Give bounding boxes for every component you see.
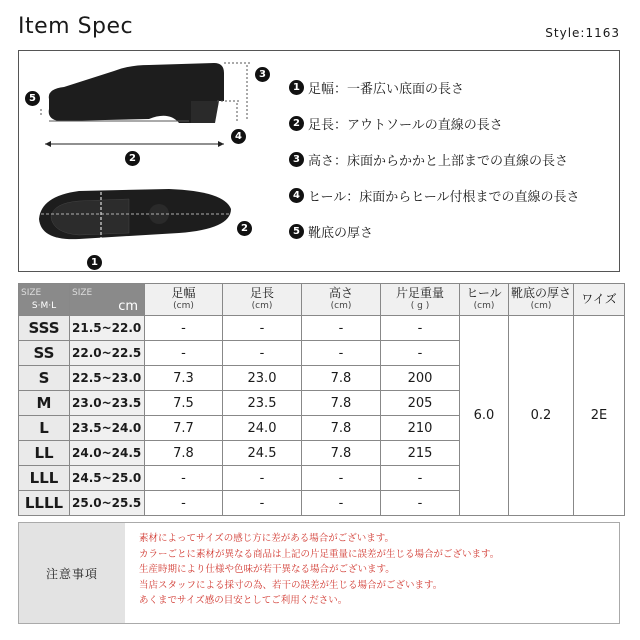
legend-item (289, 213, 619, 249)
cell-width: - (145, 341, 223, 366)
cell-wise: 2E (574, 316, 625, 516)
cell-length: 24.5 (223, 441, 302, 466)
size-range: 24.5~25.0 (70, 466, 145, 491)
cell-height: 7.8 (302, 366, 381, 391)
legend-number: 5 (289, 224, 304, 239)
cell-length: 23.0 (223, 366, 302, 391)
cell-length: 24.0 (223, 416, 302, 441)
legend-number: 4 (289, 188, 304, 203)
legend-number: 3 (289, 152, 304, 167)
legend-text: 足長：アウトソールの直線の長さ (308, 117, 503, 133)
spec-panel (18, 50, 620, 272)
header-col: 靴底の厚さ (cm) (509, 284, 574, 316)
page-title: Item Spec (18, 14, 134, 39)
size-range: 25.0~25.5 (70, 491, 145, 516)
note-line: あくまでサイズ感の目安としてご利用ください。 (139, 595, 348, 606)
cell-height: 7.8 (302, 441, 381, 466)
size-code: L (19, 416, 70, 441)
cell-length: - (223, 341, 302, 366)
legend-number: 2 (289, 116, 304, 131)
header-col: 足長 (cm) (223, 284, 302, 316)
legend-text: ヒール：床面からヒール付根までの直線の長さ (308, 189, 580, 205)
legend-number: 1 (289, 80, 304, 95)
marker-5: 5 (25, 91, 40, 106)
cell-height: 7.8 (302, 416, 381, 441)
cell-width: 7.8 (145, 441, 223, 466)
header-col: 片足重量 ( g ) (381, 284, 460, 316)
header-size-cm: SIZE cm (70, 284, 145, 316)
cell-height: 7.8 (302, 391, 381, 416)
size-table (18, 283, 625, 516)
cell-width: 7.7 (145, 416, 223, 441)
cell-width: 7.3 (145, 366, 223, 391)
cell-weight: - (381, 316, 460, 341)
cell-width: - (145, 491, 223, 516)
cell-weight: 210 (381, 416, 460, 441)
header-col: 高さ (cm) (302, 284, 381, 316)
measurement-legend (289, 69, 619, 249)
notes-label: 注意事項 (19, 523, 125, 623)
size-range: 24.0~24.5 (70, 441, 145, 466)
cell-height: - (302, 316, 381, 341)
header-col: ヒール (cm) (460, 284, 509, 316)
cell-width: - (145, 466, 223, 491)
note-line: 当店スタッフによる採寸の為、若干の誤差が生じる場合がございます。 (139, 579, 443, 591)
size-code: SSS (19, 316, 70, 341)
cell-weight: 205 (381, 391, 460, 416)
size-code: M (19, 391, 70, 416)
cell-weight: - (381, 466, 460, 491)
cell-width: 7.5 (145, 391, 223, 416)
notes-list (125, 523, 513, 623)
cell-length: - (223, 466, 302, 491)
legend-item (289, 177, 619, 213)
note-line: 生産時期により仕様や色味が若干異なる場合がございます。 (139, 564, 395, 575)
cell-weight: - (381, 491, 460, 516)
cell-height: - (302, 466, 381, 491)
cell-height: - (302, 341, 381, 366)
header-col: ワイズ (574, 284, 625, 316)
legend-item (289, 69, 619, 105)
cell-height: - (302, 491, 381, 516)
size-code: LLL (19, 466, 70, 491)
cell-length: 23.5 (223, 391, 302, 416)
size-range: 22.5~23.0 (70, 366, 145, 391)
legend-text: 靴底の厚さ (308, 225, 374, 241)
cell-weight: 200 (381, 366, 460, 391)
cell-weight: 215 (381, 441, 460, 466)
marker-2-length: 2 (125, 151, 140, 166)
shoe-diagram (19, 51, 289, 271)
size-code: LL (19, 441, 70, 466)
size-range: 23.5~24.0 (70, 416, 145, 441)
cell-weight: - (381, 341, 460, 366)
header-col: 足幅 (cm) (145, 284, 223, 316)
marker-1: 1 (87, 255, 102, 270)
shoe-illustration (19, 51, 289, 271)
size-range: 22.0~22.5 (70, 341, 145, 366)
cell-length: - (223, 491, 302, 516)
legend-item (289, 105, 619, 141)
notes-panel (18, 522, 620, 624)
size-code: S (19, 366, 70, 391)
legend-text: 足幅：一番広い底面の長さ (308, 81, 465, 97)
table-row (19, 316, 625, 341)
marker-3: 3 (255, 67, 270, 82)
cell-sole: 0.2 (509, 316, 574, 516)
note-line: 素材によってサイズの感じ方に差がある場合がございます。 (139, 533, 394, 544)
marker-2-sole: 2 (237, 221, 252, 236)
size-code: LLLL (19, 491, 70, 516)
legend-text: 高さ：床面からかかと上部までの直線の長さ (308, 153, 569, 169)
marker-4: 4 (231, 129, 246, 144)
size-range: 23.0~23.5 (70, 391, 145, 416)
style-code: Style:1163 (545, 26, 620, 40)
header-size-sml: SIZE S·M·L (19, 284, 70, 316)
size-range: 21.5~22.0 (70, 316, 145, 341)
cell-width: - (145, 316, 223, 341)
cell-length: - (223, 316, 302, 341)
note-line: カラーごとに素材が異なる商品は上記の片足重量に誤差が生じる場合がございます。 (139, 548, 500, 560)
size-code: SS (19, 341, 70, 366)
legend-item (289, 141, 619, 177)
cell-heel: 6.0 (460, 316, 509, 516)
